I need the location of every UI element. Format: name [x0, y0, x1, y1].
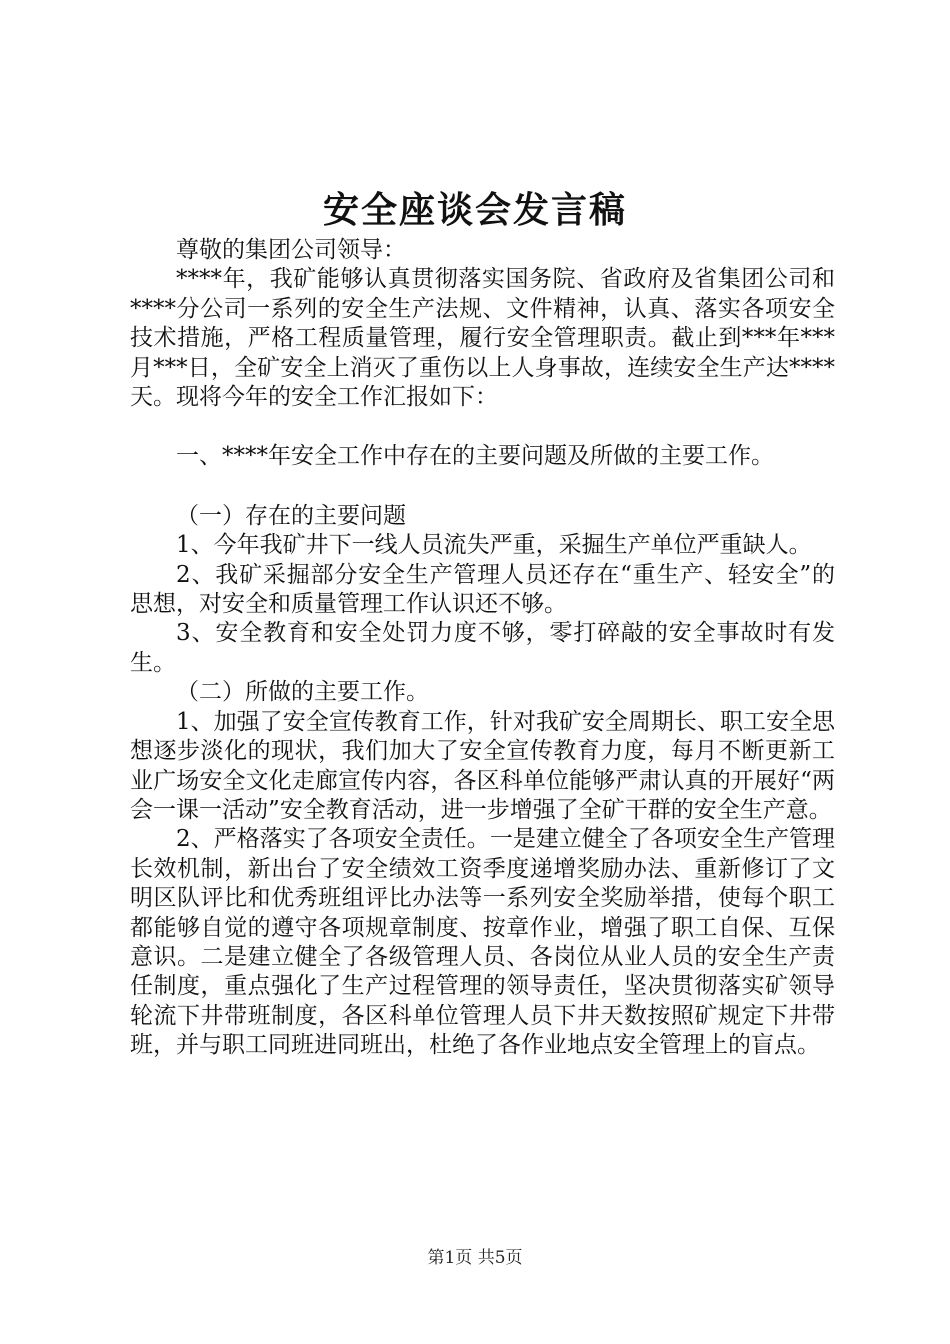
page-footer: 第1页 共5页 [427, 1248, 523, 1268]
spacer [130, 412, 835, 442]
spacer [130, 472, 835, 502]
salutation: 尊敬的集团公司领导： [176, 237, 406, 263]
problem-item-3: 3、安全教育和安全处罚力度不够，零打碎敲的安全事故时有发生。 [130, 620, 835, 676]
work-item-1: 1、加强了安全宣传教育工作，针对我矿安全周期长、职工安全思想逐步淡化的现状，我们加大了安全宣传教育力度，每月不断更新工业广场安全文化走廊宣传内容，各区科单位能够严肃认真的开展好“两会一课一活动”安全教育活动，进一步增强了全矿干群的安全生产意。 [130, 708, 835, 823]
problem-item-2: 2、我矿采掘部分安全生产管理人员还存在“重生产、轻安全”的思想，对安全和质量管理工作认识还不够。 [130, 561, 835, 618]
section-1-heading: 一、****年安全工作中存在的主要问题及所做的主要工作。 [176, 443, 774, 470]
intro-paragraph: ****年，我矿能够认真贯彻落实国务院、省政府及省集团公司和****分公司一系列的安全生产法规、文件精神，认真、落实各项安全技术措施，严格工程质量管理，履行安全管理职责。截止到***年***月***日，全矿安全上消灭了重伤以上人身事故，连续安全生产达****天。现将今年的安全工作汇报如下： [130, 266, 835, 411]
subsection-1-heading: （一）存在的主要问题 [176, 502, 406, 529]
subsection-2-heading: （二）所做的主要工作。 [176, 679, 429, 706]
problem-item-1: 1、今年我矿井下一线人员流失严重，采掘生产单位严重缺人。 [176, 532, 812, 559]
work-item-2: 2、严格落实了各项安全责任。一是建立健全了各项安全生产管理长效机制，新出台了安全绩效工资季度递增奖励办法、重新修订了文明区队评比和优秀班组评比办法等一系列安全奖励举措，使每个职工都能够自觉的遵守各项规章制度、按章作业，增强了职工自保、互保意识。二是建立健全了各级管理人员、各岗位从业人员的安全生产责任制度，重点强化了生产过程管理的领导责任，坚决贯彻落实矿领导轮流下井带班制度，各区科单位管理人员下井天数按照矿规定下井带班，并与职工同班进同班出，杜绝了各作业地点安全管理上的盲点。 [130, 826, 835, 1059]
document-title: 安全座谈会发言稿 [322, 189, 627, 231]
document-body [130, 236, 835, 1061]
